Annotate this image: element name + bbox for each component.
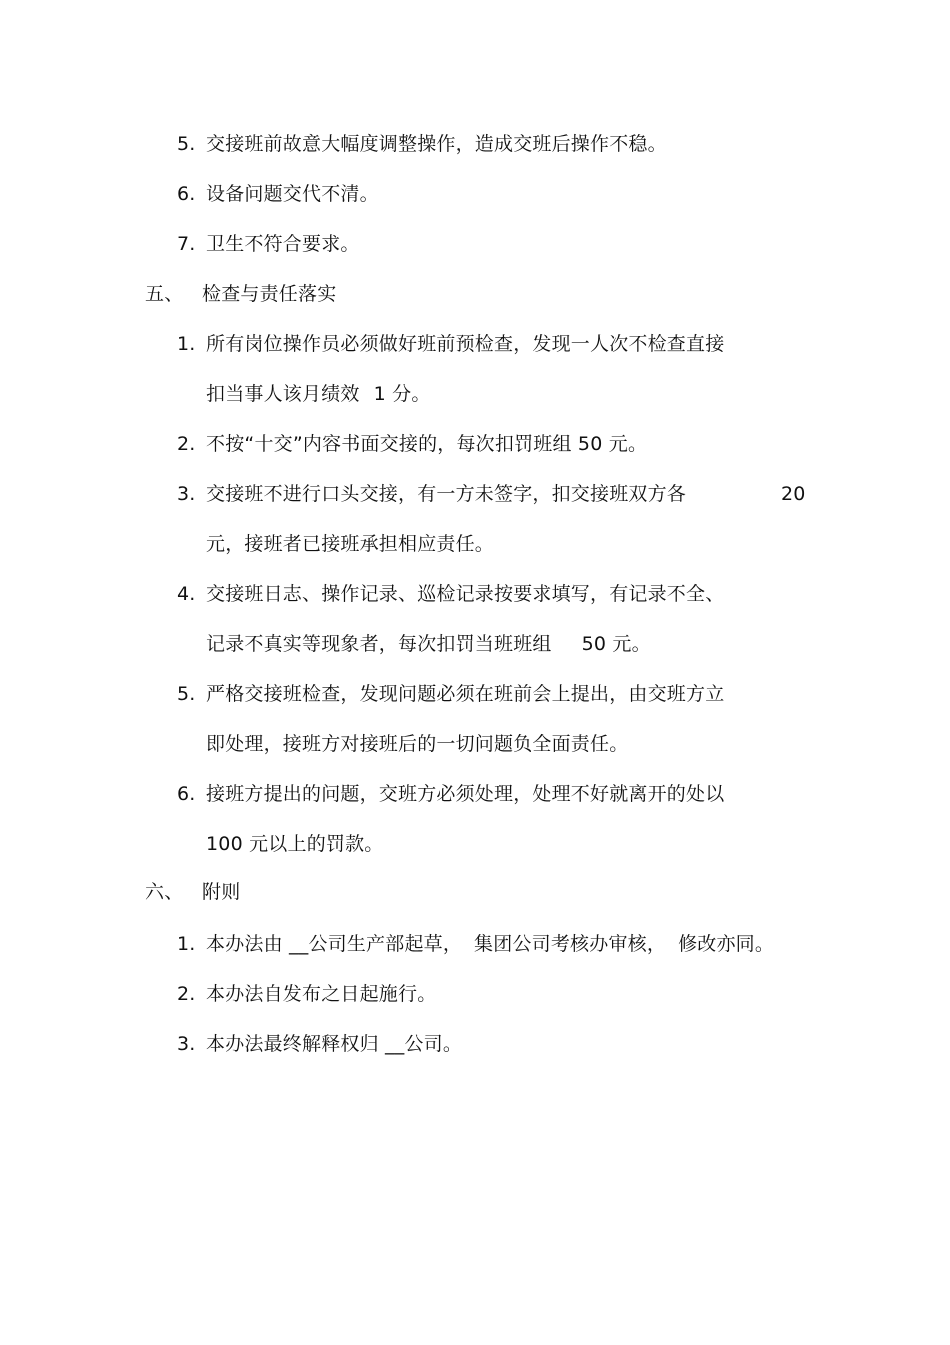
list-item	[177, 481, 686, 507]
item-number: 3.	[177, 1033, 196, 1055]
item-text: 50 元。	[581, 633, 651, 655]
item-text: 交接班日志、操作记录、巡检记录按要求填写，有记录不全、	[206, 583, 725, 605]
item-text: 集团公司考核办审核，	[474, 933, 667, 955]
item-number: 3.	[177, 483, 196, 505]
item-text: 本办法自发布之日起施行。	[206, 983, 437, 1005]
item-text: 20	[781, 483, 806, 505]
item-text: 卫生不符合要求。	[206, 233, 360, 255]
item-text: 即处理，接班方对接班后的一切问题负全面责任。	[206, 733, 629, 755]
item-text: 所有岗位操作员必须做好班前预检查，发现一人次不检查直接	[206, 333, 725, 355]
section-heading	[145, 879, 240, 905]
item-text: 交接班前故意大幅度调整操作，造成交班后操作不稳。	[206, 133, 667, 155]
list-item	[177, 231, 360, 257]
item-text: 本办法由 __公司生产部起草，	[206, 933, 463, 955]
list-item	[177, 431, 647, 457]
list-item	[177, 181, 379, 207]
item-number: 5.	[177, 683, 196, 705]
item-number: 4.	[177, 583, 196, 605]
item-text: 100 元以上的罚款。	[206, 833, 384, 855]
section-number: 六、	[145, 881, 184, 903]
section-number: 五、	[145, 283, 184, 305]
item-number: 6.	[177, 183, 196, 205]
item-text: 交接班不进行口头交接，有一方未签字，扣交接班双方各	[206, 483, 687, 505]
item-number: 6.	[177, 783, 196, 805]
section-heading	[145, 281, 336, 307]
item-text: 接班方提出的问题，交班方必须处理，处理不好就离开的处以	[206, 783, 725, 805]
item-text: 元，接班者已接班承担相应责任。	[206, 533, 495, 555]
item-text: 1 分。	[373, 383, 431, 405]
item-text: 不按“十交”内容书面交接的，每次扣罚班组 50 元。	[206, 433, 648, 455]
list-item	[177, 781, 724, 807]
item-number: 7.	[177, 233, 196, 255]
item-text: 设备问题交代不清。	[206, 183, 379, 205]
item-text: 修改亦同。	[678, 933, 775, 955]
item-amount	[781, 481, 806, 507]
item-continuation	[206, 831, 384, 857]
item-text: 本办法最终解释权归 __公司。	[206, 1033, 463, 1055]
item-number: 1.	[177, 333, 196, 355]
item-number: 2.	[177, 433, 196, 455]
list-item	[177, 581, 724, 607]
item-text: 记录不真实等现象者，每次扣罚当班班组	[206, 633, 552, 655]
item-text: 扣当事人该月绩效	[206, 383, 360, 405]
item-number: 5.	[177, 133, 196, 155]
section-title: 检查与责任落实	[202, 283, 337, 305]
item-text: 严格交接班检查，发现问题必须在班前会上提出，由交班方立	[206, 683, 725, 705]
list-item	[177, 931, 774, 957]
item-number: 1.	[177, 933, 196, 955]
item-number: 2.	[177, 983, 196, 1005]
list-item	[177, 1031, 462, 1057]
list-item	[177, 681, 724, 707]
list-item	[177, 981, 436, 1007]
list-item	[177, 331, 724, 357]
item-continuation	[206, 731, 628, 757]
list-item	[177, 131, 667, 157]
section-title: 附则	[202, 881, 241, 903]
item-continuation	[206, 531, 494, 557]
item-continuation	[206, 631, 651, 657]
item-continuation	[206, 381, 431, 407]
